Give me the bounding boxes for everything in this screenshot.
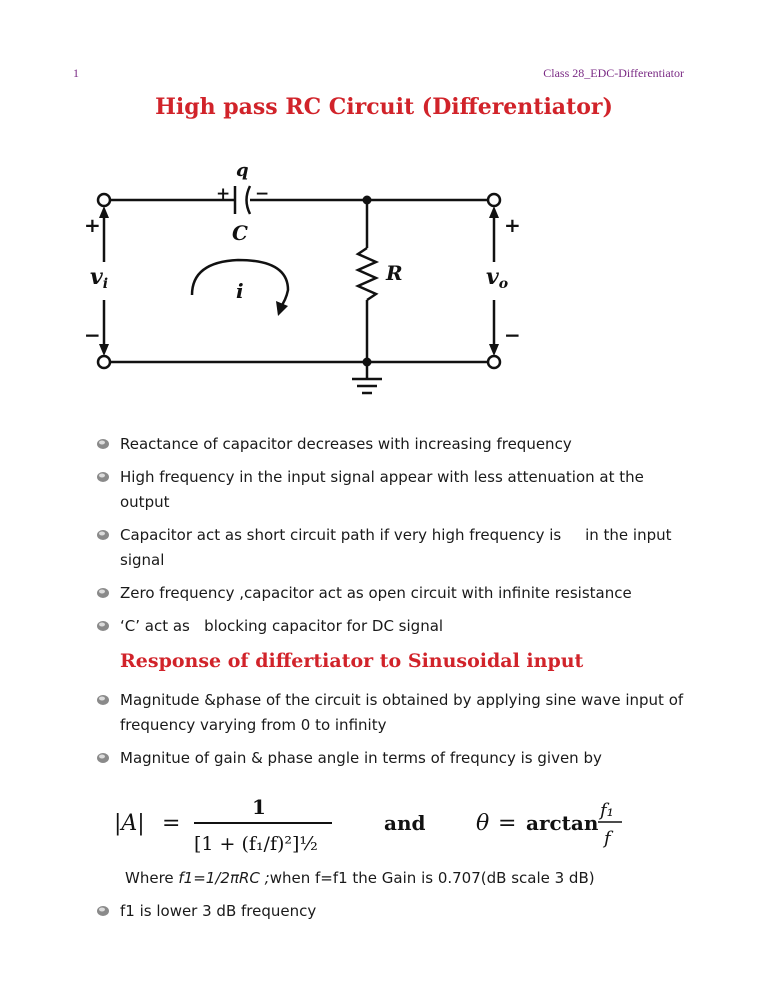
section-title: Response of differtiator to Sinusoidal input bbox=[120, 650, 584, 672]
input-minus-sign: − bbox=[84, 323, 101, 347]
arctan-numerator: f₁ bbox=[600, 800, 614, 821]
list-item bbox=[96, 688, 696, 738]
bullet-icon bbox=[96, 752, 110, 764]
list-item bbox=[96, 581, 696, 606]
capacitor-plus-sign: + bbox=[216, 184, 231, 204]
properties-list bbox=[96, 432, 696, 647]
list-item-text: Capacitor act as short circuit path if very high frequency is in the input signal bbox=[120, 526, 677, 569]
output-plus-sign: + bbox=[504, 213, 521, 237]
bullet-icon bbox=[96, 587, 110, 599]
gain-phase-formula bbox=[100, 792, 640, 862]
bullet-icon bbox=[96, 905, 110, 917]
capacitor-label: C bbox=[232, 221, 248, 245]
list-item bbox=[96, 614, 696, 639]
bullet-icon bbox=[96, 529, 110, 541]
arctan-denominator: f bbox=[604, 828, 611, 849]
page-title: High pass RC Circuit (Differentiator) bbox=[155, 94, 613, 120]
list-item bbox=[96, 746, 696, 771]
resistor-label: R bbox=[386, 261, 403, 285]
bullet-icon bbox=[96, 620, 110, 632]
fraction-denominator: [1 + (f₁/f)²]½ bbox=[194, 833, 318, 855]
list-item-text: Magnitude &phase of the circuit is obtained by applying sine wave input of frequency varying from 0 to infinity bbox=[120, 691, 684, 734]
list-item bbox=[96, 899, 696, 924]
gain-magnitude: |A| bbox=[114, 811, 145, 836]
bullet-icon bbox=[96, 438, 110, 450]
list-item-text: Zero frequency ,capacitor act as open circuit with infinite resistance bbox=[120, 584, 632, 602]
theta-symbol: θ bbox=[476, 811, 490, 836]
input-voltage-label: vi bbox=[90, 264, 109, 292]
bullet-icon bbox=[96, 471, 110, 483]
list-item-text: f1 is lower 3 dB frequency bbox=[120, 902, 317, 920]
page-number: 1 bbox=[73, 66, 79, 80]
current-label: i bbox=[236, 279, 244, 303]
output-minus-sign: − bbox=[504, 323, 521, 347]
fraction-numerator: 1 bbox=[252, 795, 266, 819]
list-item-text: Magnitue of gain & phase angle in terms of frequncy is given by bbox=[120, 749, 602, 767]
cutoff-expression: f1=1/2πRC ; bbox=[178, 869, 270, 887]
and-word: and bbox=[384, 811, 426, 835]
arctan-function: arctan bbox=[526, 811, 599, 835]
charge-label: q bbox=[236, 160, 249, 181]
response-list bbox=[96, 688, 696, 779]
rc-circuit-diagram bbox=[80, 150, 540, 405]
running-header: Class 28_EDC-Differentiator bbox=[543, 66, 684, 80]
list-item-text: Reactance of capacitor decreases with increasing frequency bbox=[120, 435, 572, 453]
footer-list bbox=[96, 899, 696, 932]
input-plus-sign: + bbox=[84, 213, 101, 237]
list-item bbox=[96, 523, 696, 573]
list-item bbox=[96, 432, 696, 457]
output-voltage-label: vo bbox=[486, 264, 509, 292]
list-item-text: High frequency in the input signal appear with less attenuation at the output bbox=[120, 468, 644, 511]
bullet-icon bbox=[96, 694, 110, 706]
equals-sign: = bbox=[162, 811, 181, 836]
where-prefix: Where bbox=[125, 869, 179, 887]
list-item-text: ‘C’ act as blocking capacitor for DC signal bbox=[120, 617, 444, 635]
capacitor-minus-sign: − bbox=[255, 184, 270, 204]
cutoff-definition bbox=[125, 868, 595, 888]
where-suffix: when f=f1 the Gain is 0.707(dB scale 3 dB) bbox=[269, 869, 595, 887]
list-item bbox=[96, 465, 696, 515]
equals-sign: = bbox=[498, 811, 517, 836]
